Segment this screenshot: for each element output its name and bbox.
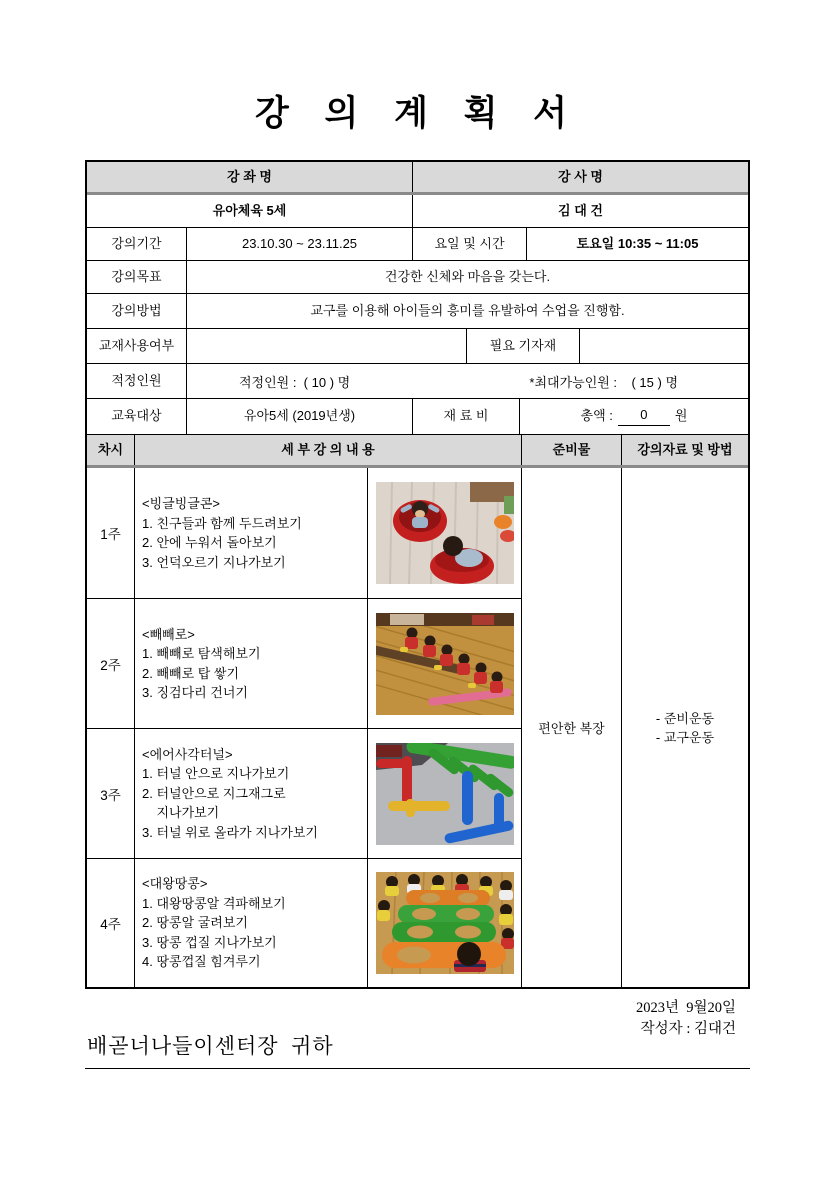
equipment-value-cell bbox=[580, 329, 748, 363]
week1-photo-cell bbox=[368, 468, 521, 598]
capacity-values bbox=[187, 364, 748, 398]
info-schedule-table bbox=[85, 160, 750, 989]
total-fee bbox=[581, 407, 688, 425]
week1-line: 3. 언덕오르기 지나가보기 bbox=[142, 554, 286, 570]
total-fee-cell bbox=[520, 399, 748, 434]
materials-value: 편안한 복장 bbox=[522, 468, 622, 987]
content-header: 세 부 강 의 내 용 bbox=[135, 435, 522, 465]
signature-block bbox=[85, 989, 750, 1069]
week1-line: 2. 안에 누워서 돌아보기 bbox=[142, 535, 277, 550]
target-row bbox=[87, 399, 748, 435]
photo-pepero-sticks bbox=[376, 613, 514, 715]
schedule-header-row bbox=[87, 435, 748, 468]
week2-line: 1. 빼빼로 탐색해보기 bbox=[142, 646, 261, 661]
total-value: 0 bbox=[618, 407, 670, 425]
resources-value bbox=[622, 468, 748, 987]
week1-label: 1주 bbox=[87, 468, 135, 598]
total-unit: 원 bbox=[674, 408, 688, 424]
week3-line: 1. 터널 안으로 지나가보기 bbox=[142, 766, 290, 782]
week1-line: 1. 친구들과 함께 두드려보기 bbox=[142, 515, 302, 531]
resources-header: 강의자료 및 방법 bbox=[637, 441, 733, 457]
capacity-label: 적정인원 bbox=[87, 364, 187, 398]
week4-title: <대왕땅콩> bbox=[142, 876, 208, 892]
week3-line: 지나가보기 bbox=[142, 805, 220, 821]
week2-row bbox=[87, 599, 521, 729]
week2-photo-cell bbox=[368, 599, 521, 728]
goal-label: 강의목표 bbox=[87, 261, 187, 293]
target-value: 유아5세 (2019년생) bbox=[187, 399, 413, 434]
document-body bbox=[85, 160, 750, 1069]
week4-line: 1. 대왕땅콩알 격파해보기 bbox=[142, 895, 286, 911]
week1-row bbox=[87, 468, 521, 599]
material-fee-label: 재 료 비 bbox=[413, 399, 520, 434]
week3-content bbox=[135, 729, 368, 858]
method-label: 강의방법 bbox=[87, 294, 187, 328]
page-title: 강 의 계 획 서 bbox=[255, 94, 580, 133]
method-row bbox=[87, 294, 748, 329]
instructor-header: 강 사 명 bbox=[558, 168, 603, 184]
week4-row bbox=[87, 859, 521, 987]
photo-spinning-cones bbox=[376, 482, 514, 584]
resources-line: - 준비운동 bbox=[655, 710, 715, 726]
week1-title: <빙글빙글콘> bbox=[142, 496, 220, 511]
week2-line: 2. 빼빼로 탑 쌓기 bbox=[142, 665, 240, 681]
week2-title: <빼빼로> bbox=[142, 626, 195, 642]
week4-line: 2. 땅콩알 굴려보기 bbox=[142, 915, 248, 931]
week4-line: 4. 땅콩껍질 힘겨루기 bbox=[142, 954, 261, 970]
course-name-value: 유아체육 5세 bbox=[87, 195, 413, 227]
goal-value: 건강한 신체와 마음을 갖는다. bbox=[384, 268, 551, 284]
week3-row bbox=[87, 729, 521, 859]
course-name-header: 강 좌 명 bbox=[87, 162, 413, 192]
equipment-label: 필요 기자재 bbox=[467, 329, 580, 363]
week2-line: 3. 징검다리 건너기 bbox=[142, 685, 248, 700]
week2-label: 2주 bbox=[87, 599, 135, 728]
sign-date-author bbox=[636, 998, 736, 1040]
week1-content bbox=[135, 468, 368, 598]
method-value: 교구를 이용해 아이들의 흥미를 유발하여 수업을 진행함. bbox=[310, 302, 625, 318]
daytime-value: 토요일 10:35 ~ 11:05 bbox=[576, 235, 699, 251]
capacity-row bbox=[87, 364, 748, 399]
week2-content bbox=[135, 599, 368, 728]
recipient: 배곧너나들이센터장 귀하 bbox=[87, 1034, 334, 1058]
table-header-row bbox=[87, 162, 748, 195]
weeks-column bbox=[87, 468, 522, 987]
schedule-body bbox=[87, 468, 748, 987]
week4-label: 4주 bbox=[87, 859, 135, 987]
session-header: 차시 bbox=[87, 435, 135, 465]
materials-header: 준비물 bbox=[522, 435, 622, 465]
author: 작성자 : 김대건 bbox=[640, 1021, 736, 1038]
textbook-label: 교재사용여부 bbox=[87, 329, 187, 363]
daytime-label: 요일 및 시간 bbox=[413, 228, 527, 260]
capacity-value: 적정인원 : ( 10 ) 명 bbox=[239, 374, 351, 390]
textbook-row bbox=[87, 329, 748, 364]
period-value: 23.10.30 ~ 23.11.25 bbox=[187, 228, 413, 260]
goal-row bbox=[87, 261, 748, 294]
resources-line: - 교구운동 bbox=[655, 729, 715, 745]
target-label: 교육대상 bbox=[87, 399, 187, 434]
week3-line: 3. 터널 위로 올라가 지나가보기 bbox=[142, 824, 318, 840]
total-label: 총액 : bbox=[580, 408, 613, 424]
period-row bbox=[87, 228, 748, 261]
week4-content bbox=[135, 859, 368, 987]
week3-line: 2. 터널안으로 지그재그로 bbox=[142, 785, 286, 801]
week3-label: 3주 bbox=[87, 729, 135, 858]
week4-photo-cell bbox=[368, 859, 521, 987]
textbook-value-cell bbox=[187, 329, 467, 363]
course-instructor-row bbox=[87, 195, 748, 228]
photo-giant-peanut bbox=[376, 872, 514, 974]
instructor-value: 김 대 건 bbox=[558, 202, 603, 218]
max-capacity-value: *최대가능인원 : ( 15 ) 명 bbox=[529, 374, 678, 390]
week4-line: 3. 땅콩 껍질 지나가보기 bbox=[142, 934, 277, 950]
period-label: 강의기간 bbox=[87, 228, 187, 260]
photo-air-tunnel bbox=[376, 743, 514, 845]
week3-photo-cell bbox=[368, 729, 521, 858]
week3-title: <에어사각터널> bbox=[142, 746, 233, 762]
written-date: 2023년 9월20일 bbox=[635, 1000, 736, 1016]
